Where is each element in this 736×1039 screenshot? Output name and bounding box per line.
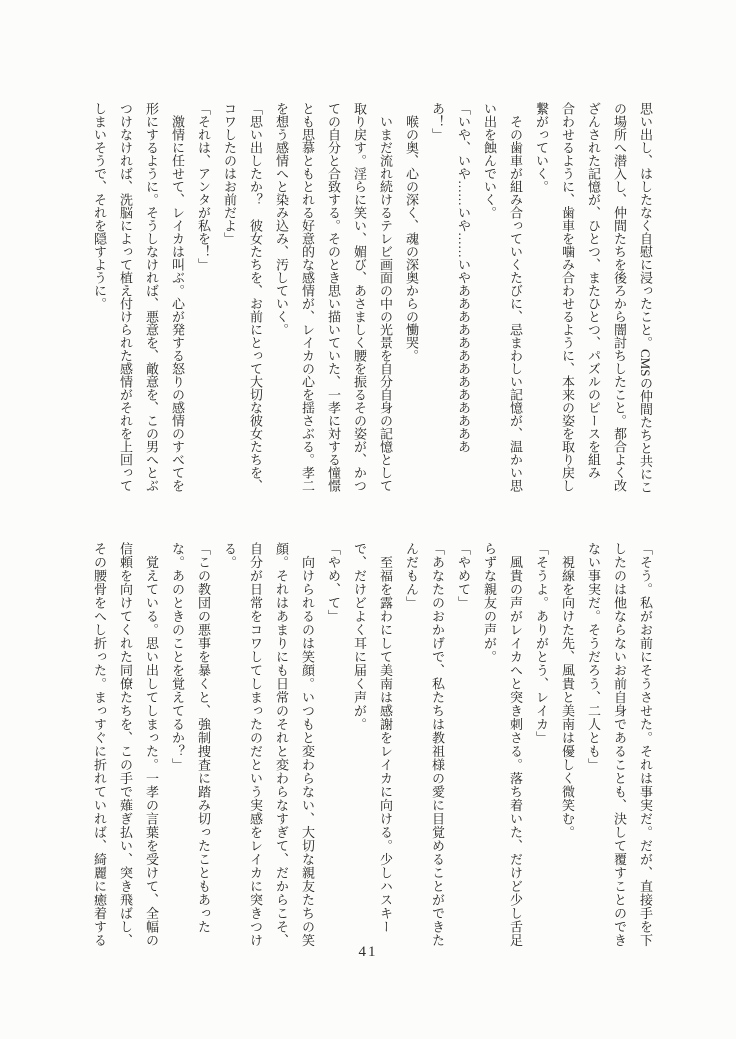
text-column: ない事実だ。そうだろう、二人とも」 (586, 542, 601, 772)
text-column: の場所へ潜入し、仲間たちを後ろから闇討ちしたこと。都合よく改 (612, 102, 627, 492)
text-column: 「この教団の悪事を暴くと、強制捜査に踏み切ったこともあった (196, 542, 211, 934)
text-column: 自分が日常をコワしてしまったのだという実感をレイカに突きつけ (248, 542, 263, 947)
text-column: 顔。それはあまりにも日常のそれと変わらなすぎて、だからこそ、 (274, 542, 289, 947)
text-column: 形にするように。そうしなければ、悪意を、敵意を、この男へとぶ (144, 102, 159, 492)
text-column: んだもん」 (404, 542, 419, 610)
text-column: い出を蝕んでいく。 (482, 102, 497, 219)
text-column: 「いや、いや……いや……いやあああああああああああああ (456, 102, 471, 453)
text-column: とも思慕ともとれる好意的な感情が、レイカの心を揺さぶる。孝二 (300, 102, 315, 492)
text-column: 取り戻す。淫らに笑い、媚び、あさましく腰を振るその姿が、かつ (352, 102, 367, 492)
text-column: 喉の奥、心の深く、魂の深奥からの慟哭。 (404, 102, 419, 362)
text-column: で、だけどよく耳に届く声が。 (352, 542, 367, 731)
text-column: 信頼を向けてくれた同僚たちを、この手で薙ぎ払い、突き飛ばし、 (118, 542, 133, 947)
text-column: 激情に任せて、レイカは叫ぶ。心が発する怒りの感情のすべてを (170, 102, 185, 492)
text-block-bottom (86, 542, 658, 950)
text-column: ての自分と合致する。そのとき思い描いていた、一孝に対する憧憬 (326, 102, 341, 492)
page-number: 41 (358, 944, 378, 960)
text-column: 風貴の声がレイカへと突き刺さる。落ち着いた、だけど少し舌足 (508, 542, 523, 947)
text-column: 「それは、アンタが私を！」 (196, 102, 211, 271)
text-column: 「あなたのおかげで、私たちは教祖様の愛に目覚めることができた (430, 542, 445, 947)
text-column: したのは他ならないお前自身であることも、決して覆すことのでき (612, 542, 627, 947)
text-column: 「やめ、て」 (326, 542, 341, 623)
text-column: しまいそうで、それを隠すように。 (92, 102, 107, 310)
text-column: コワしたのはお前だよ」 (222, 102, 237, 245)
text-column: 「そうよ。ありがとう、レイカ」 (534, 542, 549, 745)
text-column: 「思い出したか？ 彼女たちを、お前にとって大切な彼女たちを、 (248, 102, 263, 492)
text-column: 覚えている。思い出してしまった。一孝の言葉を受けて、全幅の (144, 542, 159, 947)
text-column: 繋がっていく。 (534, 102, 549, 193)
text-column: 思い出し、はしたなく自慰に浸ったこと。CMSの仲間たちと共にこ (638, 102, 653, 494)
text-column: 「そう。私がお前にそうさせた。それは事実だ。だが、直接手を下 (638, 542, 653, 947)
text-column: 合わせるように、歯車を噛み合わせるように、本来の姿を取り戻し (560, 102, 575, 492)
text-column: 「やめて」 (456, 542, 471, 610)
text-column: 向けられるのは笑顔。いつもと変わらない、大切な親友たちの笑 (300, 542, 315, 947)
text-column: る。 (222, 542, 237, 569)
text-column: その歯車が組み合っていくたびに、忌まわしい記憶が、温かい思 (508, 102, 523, 492)
text-column: な。あのときのことを覚えてるか？」 (170, 542, 185, 772)
text-column: その腰骨をへし折った。まっすぐに折れていれば、綺麗に癒着する (92, 542, 107, 947)
text-column: いまだ流れ続けるテレビ画面の中の光景を自分自身の記憶として (378, 102, 393, 492)
text-column: ざんされた記憶が、ひとつ、またひとつ、パズルのピースを組み (586, 102, 601, 479)
text-column: 至福を露わにして美南は感謝をレイカに向ける。少しハスキー (378, 542, 393, 934)
text-column: 視線を向けた先、風貴と美南は優しく微笑む。 (560, 542, 575, 839)
text-column: つけなければ、洗脳によって植え付けられた感情がそれを上回って (118, 102, 133, 492)
text-block-top (86, 102, 658, 494)
text-column: を想う感情へと染み込み、汚していく。 (274, 102, 289, 336)
text-column: らずな親友の声が。 (482, 542, 497, 664)
text-column: あ！」 (430, 102, 445, 141)
